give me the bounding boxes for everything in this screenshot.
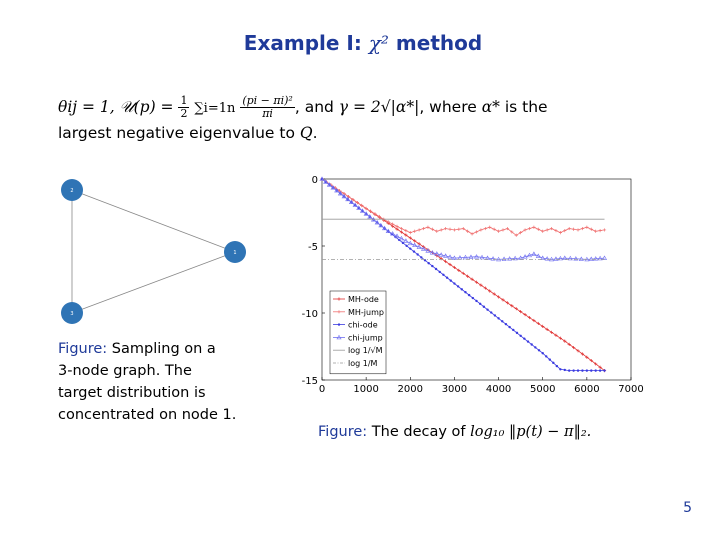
x-tick-label: 7000 xyxy=(618,384,644,395)
data-point-1001 xyxy=(457,228,460,231)
data-point-2601 xyxy=(599,229,602,232)
data-point-503 xyxy=(442,274,444,276)
left-caption-line-3: target distribution is xyxy=(58,385,206,401)
data-point-501 xyxy=(435,268,437,270)
data-point-9999 xyxy=(603,369,605,371)
data-point-2600 xyxy=(594,230,597,233)
half-fraction xyxy=(178,95,189,120)
data-point-1900 xyxy=(532,226,535,229)
data-point-900 xyxy=(444,227,447,230)
data-point-2400 xyxy=(576,228,579,231)
data-point-2300 xyxy=(568,227,571,230)
data-point-401 xyxy=(404,229,407,232)
data-point-1203 xyxy=(581,369,583,371)
data-point-504 xyxy=(446,277,448,279)
data-point-803 xyxy=(508,326,510,328)
data-point-500 xyxy=(431,265,433,267)
legend-label: chi-ode xyxy=(348,320,378,330)
data-point-2501 xyxy=(590,228,593,231)
data-point-601 xyxy=(422,227,425,230)
data-point-903 xyxy=(530,343,532,345)
data-point-604 xyxy=(468,294,470,296)
data-point-2201 xyxy=(563,229,566,232)
title-math: χ² xyxy=(368,31,389,55)
data-point-401 xyxy=(413,250,415,252)
graph-edge-3-1 xyxy=(72,252,235,313)
alpha-star: α* xyxy=(481,98,500,116)
data-point-400 xyxy=(409,247,411,249)
legend-label: log 1/√M xyxy=(348,346,383,356)
data-point-1500 xyxy=(497,230,500,233)
data-point-505 xyxy=(450,279,452,281)
x-tick-label: 3000 xyxy=(441,384,468,395)
series-line xyxy=(322,179,605,235)
data-point-703 xyxy=(486,308,488,310)
data-point-1801 xyxy=(528,227,531,230)
legend-label: MH-jump xyxy=(348,307,384,317)
data-point-305 xyxy=(405,245,407,247)
body-math-theta-u: θij = 1, 𝒰(p) = xyxy=(58,98,179,116)
graph-node-label-3: 3 xyxy=(70,311,74,317)
x-tick-label: 4000 xyxy=(485,384,512,395)
left-caption-label: Figure: xyxy=(58,341,108,357)
right-caption-math: log₁₀ ‖p(t) − π‖₂. xyxy=(470,424,592,440)
data-point-1000 xyxy=(453,228,456,231)
data-point-702 xyxy=(483,306,485,308)
data-point-901 xyxy=(523,337,525,339)
right-caption-text: The decay of xyxy=(371,424,471,440)
right-caption xyxy=(318,421,591,443)
data-point-705 xyxy=(494,314,496,316)
body-text xyxy=(58,95,678,145)
data-point-1001 xyxy=(545,355,547,357)
data-point-1300 xyxy=(479,228,482,231)
data-point-405 xyxy=(427,262,429,264)
body-line2: largest negative eigenvalue to xyxy=(58,124,300,142)
y-tick-label: 0 xyxy=(311,175,318,186)
data-point-602 xyxy=(461,288,463,290)
data-point-501 xyxy=(413,230,416,233)
data-point-1301 xyxy=(484,227,487,230)
data-point-801 xyxy=(440,228,443,231)
data-point-801 xyxy=(501,320,503,322)
data-point-805 xyxy=(516,332,518,334)
x-tick-label: 0 xyxy=(318,384,326,395)
data-point-1302 xyxy=(594,369,596,371)
data-point-601 xyxy=(457,285,459,287)
data-point-1002 xyxy=(549,358,551,360)
data-point-1201 xyxy=(475,230,478,233)
y-tick-label: -10 xyxy=(301,309,318,320)
data-point-1303 xyxy=(599,369,601,371)
graph-node-label-2: 2 xyxy=(70,188,74,194)
y-tick-label: -5 xyxy=(308,242,318,253)
body-is: is the xyxy=(499,98,548,116)
data-point-1202 xyxy=(577,369,579,371)
body-q: Q xyxy=(299,124,313,142)
data-point-2100 xyxy=(550,227,553,230)
data-point-1501 xyxy=(501,228,504,231)
x-tick-label: 5000 xyxy=(529,384,556,395)
data-point-1200 xyxy=(568,369,570,371)
graph-edge-2-1 xyxy=(72,190,235,252)
data-point-1101 xyxy=(564,369,566,371)
data-point-1003 xyxy=(552,362,554,364)
data-point-901 xyxy=(448,228,451,231)
data-point-800 xyxy=(497,317,499,319)
left-caption-line-1: Sampling on a xyxy=(111,341,216,357)
body-period: . xyxy=(312,124,318,142)
series-1 xyxy=(320,177,606,236)
legend-label: log 1/M xyxy=(348,359,378,368)
data-point-2000 xyxy=(541,230,544,233)
data-point-9999 xyxy=(603,228,606,231)
data-point-legend-2 xyxy=(338,323,340,325)
graph-node-label-1: 1 xyxy=(233,250,237,256)
data-point-2500 xyxy=(585,226,588,229)
data-point-600 xyxy=(418,228,421,231)
data-point-1401 xyxy=(493,228,496,231)
data-point-402 xyxy=(416,253,418,255)
left-caption-line-4: concentrated on node 1. xyxy=(58,407,237,423)
body-and: , and xyxy=(294,98,339,116)
data-point-701 xyxy=(479,303,481,305)
gamma-def: γ = 2√|α*| xyxy=(338,98,420,116)
data-point-804 xyxy=(512,329,514,331)
right-caption-label: Figure: xyxy=(318,424,368,440)
half-denominator: 2 xyxy=(180,107,188,120)
data-point-2301 xyxy=(572,228,575,231)
graph-diagram xyxy=(50,175,260,335)
legend-label: chi-jump xyxy=(348,333,383,343)
data-point-1004 xyxy=(556,365,558,367)
data-point-902 xyxy=(527,340,529,342)
slide-title xyxy=(0,31,726,55)
data-point-701 xyxy=(431,228,434,231)
x-tick-label: 6000 xyxy=(574,384,600,395)
left-caption xyxy=(58,338,258,426)
data-point-302 xyxy=(395,225,398,228)
data-point-1100 xyxy=(559,368,561,370)
data-point-502 xyxy=(439,271,441,273)
data-point-905 xyxy=(538,349,540,351)
chi-numerator: (pi − πi)² xyxy=(242,94,293,107)
x-tick-label: 2000 xyxy=(397,384,424,395)
half-numerator: 1 xyxy=(180,94,188,107)
data-point-400 xyxy=(400,227,403,230)
data-point-704 xyxy=(490,311,492,313)
y-tick-label: -15 xyxy=(301,376,318,387)
data-point-1000 xyxy=(542,352,544,354)
data-point-403 xyxy=(420,256,422,258)
body-where: , where xyxy=(419,98,482,116)
data-point-1400 xyxy=(488,226,491,229)
data-point-700 xyxy=(426,226,429,229)
data-point-2101 xyxy=(554,229,557,232)
data-point-900 xyxy=(519,335,521,337)
page-number: 5 xyxy=(683,500,692,516)
legend-label: MH-ode xyxy=(348,295,379,304)
data-point-800 xyxy=(435,230,438,233)
data-point-1201 xyxy=(572,369,574,371)
sum-symbol: ∑i=1n xyxy=(194,101,236,116)
left-caption-line-2: 3-node graph. The xyxy=(58,363,192,379)
data-point-2401 xyxy=(581,227,584,230)
data-point-605 xyxy=(472,297,474,299)
data-point-600 xyxy=(453,282,455,284)
data-point-603 xyxy=(464,291,466,293)
data-point-1300 xyxy=(586,369,588,371)
data-point-2001 xyxy=(546,228,549,231)
data-point-500 xyxy=(409,231,412,234)
data-point-802 xyxy=(505,323,507,325)
chart-legend xyxy=(330,291,386,374)
chi-fraction xyxy=(240,95,295,120)
chi-denominator: πi xyxy=(262,107,273,120)
title-suffix: method xyxy=(395,31,483,55)
decay-chart xyxy=(295,168,645,408)
data-point-1301 xyxy=(590,369,592,371)
data-point-1901 xyxy=(537,228,540,231)
data-point-2200 xyxy=(559,231,562,234)
title-prefix: Example I: xyxy=(243,31,362,55)
data-point-904 xyxy=(534,346,536,348)
x-tick-label: 1000 xyxy=(353,384,379,395)
data-point-700 xyxy=(475,300,477,302)
